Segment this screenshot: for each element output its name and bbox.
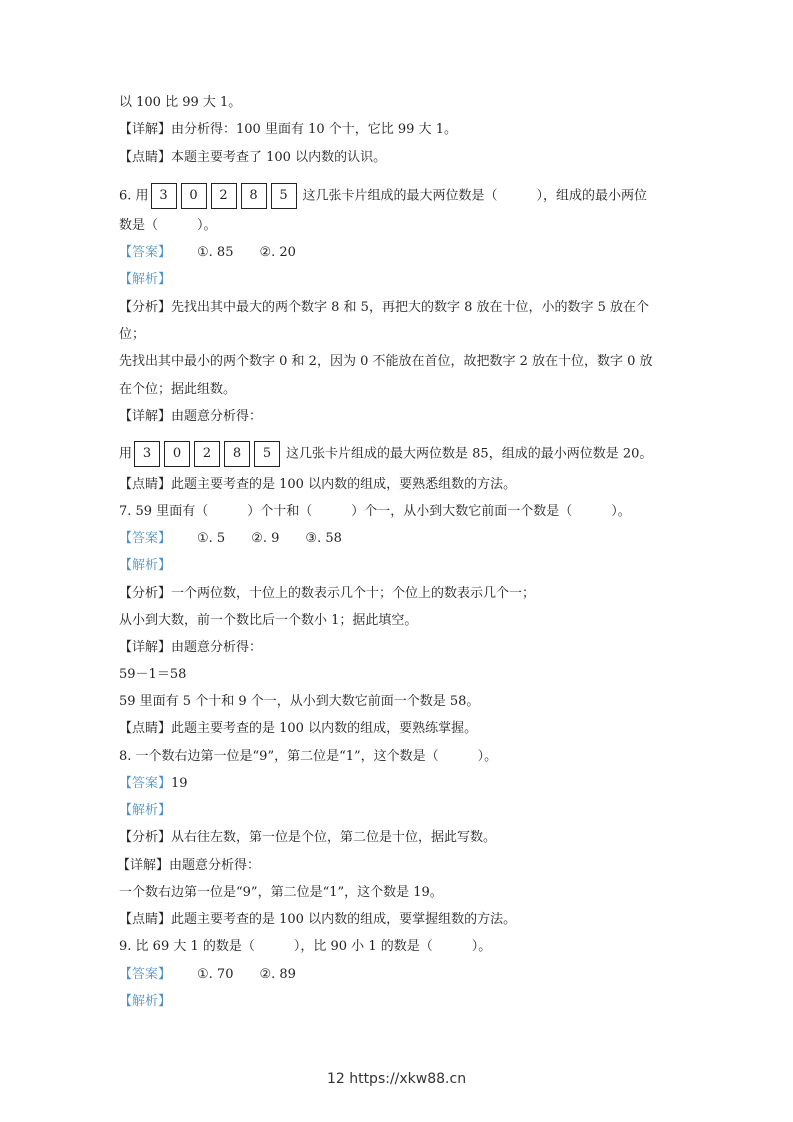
answer-item: ①. 70	[197, 967, 234, 982]
question-prefix: 6. 用	[119, 188, 149, 204]
answer-label: 【答案】	[119, 967, 172, 982]
answer-label: 【答案】	[119, 531, 172, 546]
number-card: 3	[134, 441, 160, 467]
question-suffix: 这几张卡片组成的最大两位数是（ ），组成的最小两位	[302, 188, 648, 204]
detail-line: 59 里面有 5 个十和 9 个一，从小到大数它前面一个数是 58。	[119, 694, 480, 709]
number-card: 0	[181, 183, 207, 209]
number-cards	[134, 441, 284, 467]
comment-line: 【点睛】此题主要考查的是 100 以内数的组成，要熟悉组数的方法。	[119, 477, 517, 492]
question-9: 9. 比 69 大 1 的数是（ ），比 90 小 1 的数是（ ）。	[119, 939, 492, 954]
text-line: 以 100 比 99 大 1。	[119, 95, 242, 110]
answer-item: ①. 85	[197, 245, 234, 260]
answer-8	[119, 775, 188, 793]
analysis-label: 【解析】	[119, 803, 172, 818]
page-footer: 12 https://xkw88.cn	[326, 1071, 467, 1087]
detail-line: 【详解】由题意分析得：	[117, 858, 261, 873]
analysis-line: 【分析】先找出其中最大的两个数字 8 和 5，再把大的数字 8 放在十位，小的数字 5 放在个	[119, 300, 650, 315]
answer-9	[119, 966, 296, 984]
answer-item: ③. 58	[305, 531, 342, 546]
detail-line: 【详解】由分析得：100 里面有 10 个十，它比 99 大 1。	[119, 122, 457, 137]
number-card: 8	[224, 441, 250, 467]
answer-item: ②. 89	[259, 967, 296, 982]
number-card: 5	[254, 441, 280, 467]
number-card: 3	[151, 183, 177, 209]
analysis-line: 从小到大数，前一个数比后一个数小 1；据此填空。	[119, 613, 418, 628]
question-7: 7. 59 里面有（ ）个十和（ ）个一，从小到大数它前面一个数是（ ）。	[119, 504, 631, 519]
answer-item: 19	[171, 776, 188, 791]
analysis-label: 【解析】	[119, 558, 172, 573]
analysis-line: 在个位；据此组数。	[119, 382, 237, 397]
number-card: 5	[271, 183, 297, 209]
comment-line: 【点睛】本题主要考查了 100 以内数的认识。	[119, 150, 387, 165]
detail-line: 【详解】由题意分析得：	[119, 409, 263, 424]
analysis-line: 位；	[119, 327, 146, 342]
question-6	[119, 183, 647, 209]
answer-label: 【答案】	[119, 776, 172, 791]
number-cards	[151, 183, 301, 209]
analysis-line: 【分析】从右往左数，第一位是个位，第二位是十位，据此写数。	[119, 830, 497, 845]
detail-suffix: 这几张卡片组成的最大两位数是 85，组成的最小两位数是 20。	[286, 446, 653, 462]
number-card: 8	[241, 183, 267, 209]
detail-cards-line	[119, 441, 652, 467]
answer-6	[119, 244, 296, 262]
answer-item: ①. 5	[197, 531, 226, 546]
answer-7	[119, 530, 342, 548]
detail-line: 59－1＝58	[119, 667, 187, 682]
analysis-line: 先找出其中最小的两个数字 0 和 2，因为 0 不能放在首位，故把数字 2 放在十位，数字 0 放	[119, 354, 653, 369]
number-card: 2	[211, 183, 237, 209]
detail-prefix: 用	[119, 446, 133, 462]
analysis-line: 【分析】一个两位数，十位上的数表示几个十；个位上的数表示几个一；	[119, 586, 536, 601]
answer-item: ②. 9	[251, 531, 280, 546]
answer-label: 【答案】	[119, 245, 172, 260]
question-6-cont: 数是（ ）。	[119, 218, 217, 233]
number-card: 0	[164, 441, 190, 467]
number-card: 2	[194, 441, 220, 467]
comment-line: 【点睛】此题主要考查的是 100 以内数的组成，要熟练掌握。	[119, 721, 478, 736]
answer-item: ②. 20	[259, 245, 296, 260]
detail-line: 【详解】由题意分析得：	[119, 640, 263, 655]
analysis-label: 【解析】	[119, 994, 172, 1009]
question-8: 8. 一个数右边第一位是“9”，第二位是“1”，这个数是（ ）。	[119, 749, 498, 764]
comment-line: 【点睛】此题主要考查的是 100 以内数的组成，要掌握组数的方法。	[119, 912, 517, 927]
analysis-label: 【解析】	[119, 272, 172, 287]
detail-line: 一个数右边第一位是“9”，第二位是“1”，这个数是 19。	[119, 885, 443, 900]
